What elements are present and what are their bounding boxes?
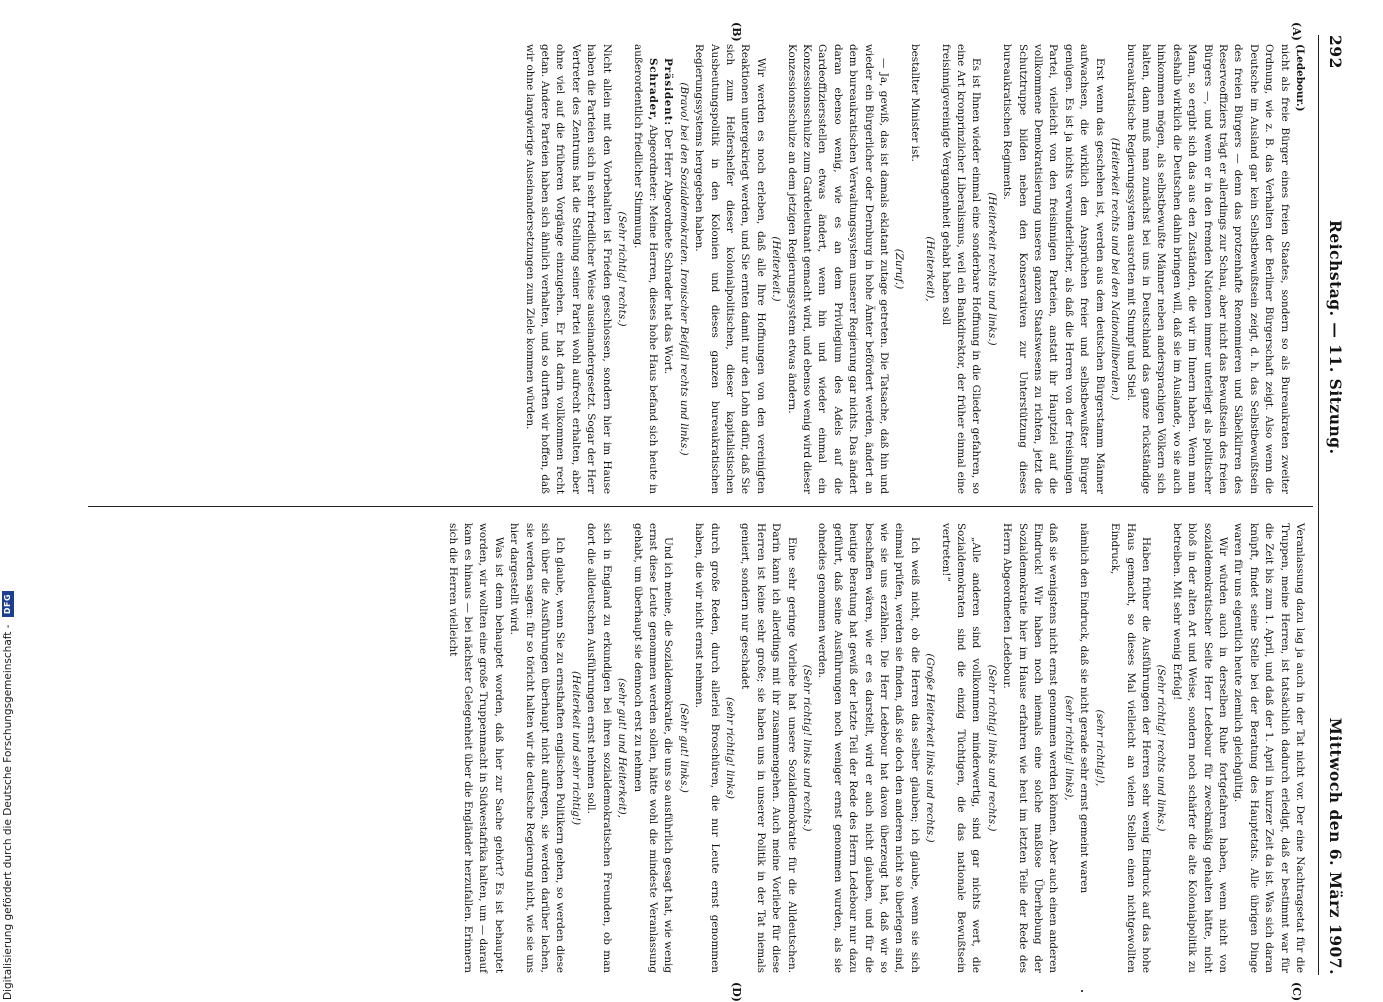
paragraph: Haben früher die Ausführungen der Herren sehr wenig Eindruck auf das hohe Haus gemacht, so dieses Mal vielleicht an vielen Stellen einen nichtgewollten Eindruck,	[1109, 523, 1152, 973]
column-divider	[88, 506, 1313, 507]
paragraph: Was ist denn behauptet worden, daß hier zur Sache gehört? Es ist behauptet worden, wir wollten eine große Truppenmacht in Südwestafrika halten, um — darauf kam es hinaus — bei nächster Gelegenheit über die Engländer herzufallen. Erinnern sich die Herren vielleicht	[446, 523, 505, 973]
stage-direction: (Sehr gut! links.)	[677, 703, 690, 793]
dfg-logo: DFG	[2, 591, 14, 617]
stage-direction: (sehr richtig!),	[1093, 709, 1106, 787]
speaker-continuation: (Ledebour.)	[1294, 44, 1306, 112]
paragraph: Und ich meine, die Sozialdemokratie, die uns so ausführlich gesagt hat, wie wenig ernst diese Leute genommen werden sollen, hätte wohl die mindeste Veranlassung gehabt, um überhaupt sie dennoch erst zu nehmen	[631, 523, 675, 973]
speaker-paragraph	[660, 44, 675, 494]
margin-mark-c: (C)	[1290, 982, 1303, 1002]
page-number: 292	[1326, 35, 1345, 69]
paragraph: nicht als freie Bürger eines freien Staates, sondern so als Bureaukraten zweiter Ordnung, wie z. B. das Verhalten der Berliner Bürgerschaft zeigt. Also wenn die Deutsche im Ausland gar kein Selbstbewußtsein zeigt, d. h. das Selbstbewußtsein des freien Bürgers — denn das protzenhafte Renommieren und Säbelklirren des Reserveoffiziers trägt er allerdings zur Schau, aber nicht das Bewußtsein des freien Bürgers —, und wenn er in den fremden Nationen immer unterliegt als politischer Mann, so ergibt sich das aus den Zuständen, die wir im Innern haben. Wenn man deshalb wirklich die Deutschen dahin bringen will, daß sie im Auslande, wo sie auch hinkommen mögen, als selbstbewußte Männer neben andersprachigen Völkern sich halten, dann muß man zunächst bei uns in Deutschland das ganze rückständige bureaukratische Regierungssystem ausrotten mit Stumpf und Stiel.	[1124, 44, 1291, 494]
stage-direction: (Heiterkeit),	[924, 236, 937, 302]
speaker-name: Präsident:	[662, 58, 675, 126]
margin-mark-a: (A)	[1290, 22, 1303, 41]
print-speck	[1081, 990, 1083, 992]
digitization-credit	[0, 0, 20, 1000]
paragraph: „Alle anderen sind vollkommen minderwertig, sind gar nichts wert, die Sozialdemokraten sind die einzig Tüchtigen, die das nationale Bewußtsein vertreten!“	[939, 523, 983, 973]
paragraph: bestallter Minister ist.	[908, 44, 921, 162]
paragraph: daß sie wenigstens nicht ernst genommen werden können. Aber auch einen anderen Eindruck! Wir haben noch niemals eine solche maßlose Überhebung der Sozialdemokratie hier im Hause erfahren wie heut im letzten Teile der Rede des Herrn Abgeordneten Ledebour.	[1001, 523, 1060, 973]
credit-text: Digitalisierung gefördert durch die Deutsche Forschungsgemeinschaft -	[2, 624, 14, 1000]
stage-direction: (Sehr richtig! rechts und links.)	[1155, 664, 1168, 832]
paragraph: — Ja, gewiß, das ist damals eklatant zutage getreten. Die Tatsache, daß hin und wieder ein Bürgerlicher oder Dernburg in hohe Ämter befördert werden, ändert an dem bureaukratischen Verwaltungssystem unserer Regierung gar nichts. Das ändert daran ebenso wenig, wie es an dem Privilegium des Adels auf die Gardeoffiziersstellen etwas ändert, wenn hin und wieder einmal ein Konzessionsschulze zum Gardeleutnant gemacht wird, und ebenso wenig wird dieser Konzessionsschulze an dem jetzigen Regierungssystem etwas ändern.	[785, 44, 891, 494]
running-title: Reichstag. — 11. Sitzung.	[1326, 220, 1345, 455]
stage-direction: (Heiterkeit.)	[770, 236, 783, 302]
stage-direction: (Zuruf.)	[893, 248, 906, 290]
paragraph: Wir würden auch in derselben Ruhe fortgefahren haben, wenn nicht von sozialdemokratischer Seite Herr Ledebour für zweckmäßig gehalten hätte, nicht bloß in der alten Art und Weise, sondern noch schärfer die alte Kolonialpolitik zu betreiben. Mit sehr wenig Erfolg!	[1170, 523, 1229, 973]
stage-direction: (sehr richtig! links)	[723, 697, 736, 799]
stage-direction: (sehr gut! und Heiterkeit),	[616, 678, 629, 818]
session-date: Mittwoch den 6. März 1907.	[1326, 717, 1345, 975]
stage-direction: (Heiterkeit und sehr richtig!)	[569, 670, 582, 826]
stage-direction: (Bravo! bei den Sozialdemokraten. Ironischer Beifall rechts und links.)	[677, 82, 690, 456]
speaker-paragraph	[629, 44, 660, 494]
speaker-name: Schrader,	[646, 58, 659, 122]
speaker-text: Der Herr Abgeordnete Schrader hat das Wort.	[662, 129, 675, 375]
stage-direction: (Große Heiterkeit links und rechts.)	[924, 653, 937, 843]
paragraph: Erst wenn das geschehen ist, werden aus dem deutschen Bürgerstamm Männer aufwachsen, die wirklich den Ansprüchen freier und selbstbewußter Bürger genügen. Es ist ja nichts verwunderlicher, als daß die Herren von der freisinnigen Partei, vielleicht von den freisinnigen Parteien, anstatt ihr Hauptziel auf die vollkommene Demokratisierung unseres ganzen Staatswesens zu richten, jetzt die Schutztruppe bilden neben den Konservativen zur Unterstützung dieses bureaukratischen Regiments.	[1001, 44, 1106, 494]
page-header	[1319, 35, 1345, 975]
paragraph: Es ist Ihnen wieder einmal eine sonderbare Hoffnung in die Glieder gefahren, so eine Art kronprinzlicher Liberalismus, weil ein Bankdirektor, der früher einmal eine freisinnigvereinigte Vergangenheit gehabt haben soll	[939, 44, 983, 494]
speaker-text: Abgeordneter: Meine Herren, dieses hohe Haus befand sich heute in außerordentlich friedlicher Stimmung.	[631, 44, 659, 494]
paragraph: sich in England zu erkundigen bei ihren sozialdemokratischen Freunden, ob man dort die alldeutschen Ausführungen ernst nehmen soll.	[585, 523, 613, 973]
paragraph: Wir werden es noch erleben, daß alle Ihre Hoffnungen von den vereinigten Reaktionen untergekriegt werden, und Sie ernten damit nur den Lohn dafür, daß Sie sich zum Helfershelfer dieser kolonialpolitischen, dieser kapitalistischen Ausbeutungspolitik in den Kolonien und dieses ganzen bureaukratischen Regierungssystems hergegeben haben.	[693, 44, 767, 494]
paragraph: durch große Reden, durch allerlei Broschüren, die nur Leute ernst genommen haben, die wir nicht ernst nehmen.	[693, 523, 721, 973]
paragraph: Ich glaube, wenn Sie zu ernsthaften englischen Politikern gehen, so werden diese sich über die Ausführungen überhaupt nicht aufregen, sie werden darüber lachen, sie werden sagen: für so töricht halten wir die deutsche Regierung nicht, wie sie uns hier dargestellt wird.	[508, 523, 567, 973]
stage-direction: (sehr richtig! links),	[1062, 695, 1075, 801]
header-rule	[1318, 35, 1319, 975]
stage-direction: (Heiterkeit rechts und bei den Nationalliberalen.)	[1109, 137, 1122, 401]
stage-direction: (Heiterkeit rechts und links.)	[985, 192, 998, 346]
stage-direction: (Sehr richtig! rechts.)	[616, 211, 629, 327]
margin-mark-b: (B)	[730, 22, 743, 42]
paragraph: Veranlassung dazu lag ja auch in der Tat nicht vor. Der eine Nachtragsetat für die Truppen, meine Herren, ist tatsächlich dadurch erledigt, daß er bestimmt war für die Zeit bis zum 1. April, und daß der 1. April in kurzer Zeit da ist. Was sich daran knüpft, findet seine Stelle bei der Beratung des Hauptetats. Alle übrigen Dinge waren für uns eigentlich heute ziemlich gleichgültig.	[1232, 523, 1306, 973]
paragraph: nämlich den Eindruck, daß sie nicht gerade sehr ernst gemeint waren	[1078, 523, 1091, 894]
text-column-right	[444, 523, 1307, 973]
paragraph: Eine sehr geringe Vorliebe hat unsere Sozialdemokratie für die Alldeutschen. Darin kann ich allerdings mit ihr zusammengehen. Auch meine Vorliebe für diese Herren ist keine sehr große; sie haben uns in unserer Politik in der Tat niemals geniert, sondern nur geschadet	[739, 523, 798, 973]
stage-direction: (Sehr richtig! links und rechts.)	[801, 664, 813, 832]
paragraph: Ich weiß nicht, ob die Herren das selber glauben; ich glaube, wenn sie sich einmal prüfen, werden sie finden, daß sie doch den anderen nicht so überlegen sind, wie sie uns erzählen. Die Herr Ledebour hat davon überzeugt hat, daß wir so beschaffen wären, wie er es darstellt, wird er auch nicht glauben, und für die heutige Beratung hat gewiß der letzte Teil der Rede des Herrn Ledebour nur dazu geführt, daß seine Ausführungen noch weniger ernst genommen wurden, als sie ohnedies genommen werden.	[816, 523, 921, 973]
paragraph: Nicht allein mit den Vorbehalten ist Frieden geschlossen, sondern hier im Hause haben die Parteien sich in sehr friedlicher Weise auseinandergesetzt. Sogar der Herr Vertreter des Zentrums hat die Stellung seiner Partei wohl aufrecht erhalten, aber ohne viel auf die früheren Vorgänge einzugehen. Er hat darin vollkommen recht getan. Andere Parteien haben sich ähnlich verhalten, und so durften wir hoffen, daß wir ohne langwierige Auseinandersetzungen zum Ziele kommen würden.	[523, 44, 613, 494]
margin-mark-d: (D)	[730, 982, 743, 1002]
text-column-left	[521, 44, 1307, 494]
stage-direction: (Sehr richtig! links und rechts.)	[985, 664, 998, 832]
